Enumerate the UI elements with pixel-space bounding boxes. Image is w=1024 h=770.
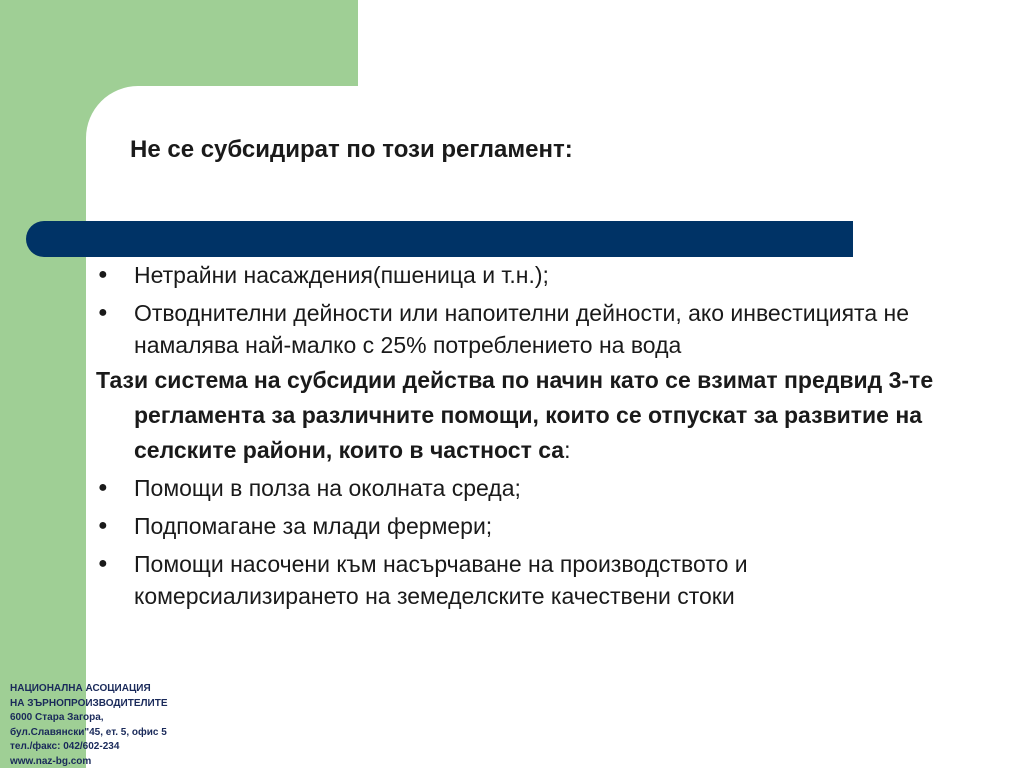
footer-city: 6000 Стара Загора, (10, 712, 104, 724)
bullet-icon: ● (98, 479, 108, 496)
bullet-item (96, 472, 976, 504)
bullet-icon: ● (98, 304, 108, 321)
slide-title: Не се субсидират по този регламент: (130, 136, 573, 163)
bullet-icon: ● (98, 517, 108, 534)
organization-contact-footer (10, 682, 240, 770)
bullet-text: Помощи в полза на околната среда; (134, 475, 521, 501)
bullet-text: Отводнителни дейности или напоителни дейности, ако инвестицията не намалява най-малко с 25% потреблението на вода (134, 300, 910, 358)
bullet-item (96, 510, 976, 542)
paragraph-bold-text: Тази система на субсидии действа по начин като се взимат предвид 3-те регламента за различните помощи, които се отпускат за развитие на селските райони, които в частност са (96, 367, 934, 463)
slide-body (96, 259, 976, 612)
bullet-text: Нетрайни насаждения(пшеница и т.н.); (134, 262, 549, 288)
footer-org-name-2: НА ЗЪРНОПРОИЗВОДИТЕЛИТЕ (10, 697, 168, 709)
bullet-icon: ● (98, 266, 108, 283)
footer-phone: тел./факс: 042/602-234 (10, 741, 120, 753)
bullet-icon: ● (98, 555, 108, 572)
footer-website: www.naz-bg.com (10, 755, 92, 767)
footer-org-name: НАЦИОНАЛНА АСОЦИАЦИЯ (10, 683, 151, 694)
subsidy-system-paragraph (96, 363, 976, 468)
bullet-item (96, 259, 976, 291)
footer-address: бул.Славянски"45, ет. 5, офис 5 (10, 726, 167, 738)
bullet-text: Подпомагане за млади фермери; (134, 513, 493, 539)
bullet-text: Помощи насочени към насърчаване на производството и комерсиализирането на земеделските качествени стоки (134, 551, 748, 609)
bullet-item (96, 548, 976, 612)
bullet-item (96, 297, 976, 361)
navy-divider-bar (26, 221, 853, 257)
paragraph-colon: : (564, 437, 571, 463)
